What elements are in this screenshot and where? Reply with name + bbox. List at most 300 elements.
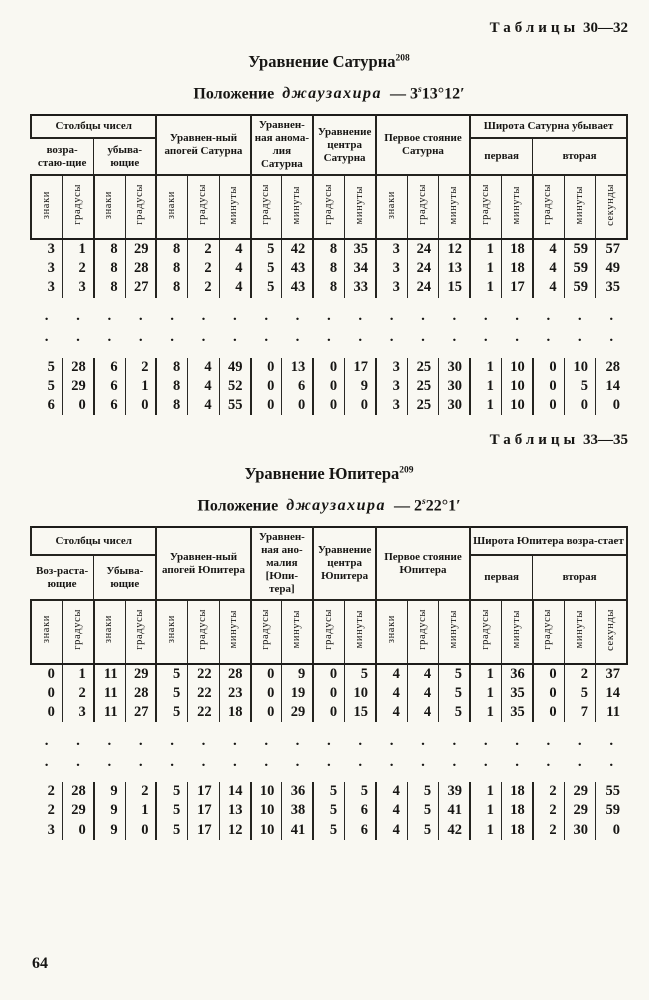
spacer-row	[31, 773, 627, 782]
table-cell: 11	[606, 704, 620, 721]
table-cell: .	[138, 308, 143, 325]
table-cell: .	[44, 308, 49, 325]
column-unit-label: секунды	[595, 600, 627, 664]
table-cell: .	[76, 754, 80, 771]
table-cell: 37	[605, 666, 620, 683]
group-header-row	[31, 527, 627, 555]
table-cell: 35	[501, 684, 532, 703]
table-cell: 6	[282, 377, 313, 396]
table-cell	[407, 298, 438, 307]
table-cell	[564, 349, 595, 358]
column-unit-label: градусы	[251, 600, 282, 664]
table-cell	[501, 773, 532, 782]
table-cell: 13	[219, 801, 250, 820]
table-cell: 29	[62, 801, 93, 820]
spacer-row	[31, 298, 627, 307]
table-cell	[376, 773, 407, 782]
table-cell	[94, 773, 125, 782]
table-cell: 29	[125, 239, 156, 259]
table-cell: .	[170, 733, 174, 750]
columns-group-header: Столбцы чисел	[31, 115, 156, 138]
table-cell: .	[358, 733, 363, 750]
table-cell: 1	[470, 377, 501, 396]
table-cell: 4	[219, 239, 250, 259]
table-cell: .	[358, 308, 363, 325]
table-cell: 1	[62, 239, 93, 259]
title-text: Уравнение Сатурна	[248, 52, 396, 71]
table-cell: .	[483, 754, 488, 771]
table-cell: 30	[439, 358, 470, 377]
table-cell: 13	[439, 259, 470, 278]
position-value: — 2	[394, 497, 422, 515]
table-cell	[251, 722, 282, 731]
table-cell: 55	[219, 396, 250, 415]
table-cell: 5	[156, 801, 187, 820]
table-cell: 0	[251, 684, 282, 703]
table-cell: .	[76, 329, 80, 346]
table-cell: 57	[605, 241, 620, 258]
table-cell: .	[546, 754, 551, 771]
table-cell: 3	[62, 703, 93, 722]
table-cell: 17	[501, 278, 532, 297]
table-cell: 2	[564, 664, 595, 684]
anomaly-group-header: Уравнен-ная анома-лия Сатурна	[251, 115, 314, 175]
table-cell: 1	[470, 396, 501, 415]
table-cell: 0	[313, 664, 344, 684]
table-cell	[282, 722, 313, 731]
table-cell: .	[515, 329, 519, 346]
table-cell: .	[389, 308, 394, 325]
table-cell: .	[107, 329, 112, 346]
table-cell: 5	[156, 664, 187, 684]
station-group-header: Первое стояние Юпитера	[376, 527, 470, 600]
table-cell: 24	[407, 278, 438, 297]
table-cell: 2	[533, 782, 564, 801]
table-cell: 25	[407, 358, 438, 377]
position-value-rest: 22°1′	[425, 497, 461, 515]
table-cell: 25	[407, 396, 438, 415]
table-cell: .	[483, 733, 488, 750]
table-cell: 10	[251, 782, 282, 801]
apogee-group-header: Уравнен-ный апогей Юпитера	[156, 527, 250, 600]
table-cell: 11	[94, 684, 125, 703]
table-cell: 22	[188, 684, 219, 703]
table-cell: 1	[470, 259, 501, 278]
table-cell: 8	[313, 259, 344, 278]
table-cell: .	[421, 329, 425, 346]
table-cell: .	[452, 329, 457, 346]
table-cell: 5	[156, 782, 187, 801]
table-cell: 5	[439, 703, 470, 722]
table-cell: 22	[188, 664, 219, 684]
table-cell: .	[170, 308, 174, 325]
table-cell	[125, 349, 156, 358]
table-cell: 0	[533, 396, 564, 415]
table-cell: .	[577, 733, 582, 750]
table-cell: 3	[31, 239, 62, 259]
latitude-group-header: Широта Юпитера возра-стает	[470, 527, 627, 555]
table-cell: 5	[345, 782, 376, 801]
table-cell: .	[358, 754, 363, 771]
table-cell: 0	[251, 664, 282, 684]
column-unit-label: минуты	[345, 600, 376, 664]
table-cell: .	[546, 329, 551, 346]
table-cell: 5	[564, 377, 595, 396]
dots-row	[31, 307, 627, 328]
table-cell	[376, 349, 407, 358]
saturn-table-body	[31, 239, 627, 415]
table-cell: 17	[188, 821, 219, 840]
table-cell	[595, 722, 627, 731]
table-cell: 4	[407, 664, 438, 684]
table-cell: .	[515, 733, 519, 750]
table-cell: 9	[94, 821, 125, 840]
table-cell: 14	[219, 782, 250, 801]
table-cell: .	[138, 754, 143, 771]
table-cell	[533, 298, 564, 307]
table-row	[31, 782, 627, 801]
table-cell: 5	[251, 278, 282, 297]
table-cell: 27	[125, 703, 156, 722]
apogee-group-header: Уравнен-ный апогей Сатурна	[156, 115, 250, 175]
table-cell	[188, 349, 219, 358]
table-cell	[62, 773, 93, 782]
table-cell: .	[170, 754, 174, 771]
decreasing-subheader: убыва-ющие	[94, 138, 157, 175]
table-cell	[62, 722, 93, 731]
increasing-subheader: возра-стаю-щие	[31, 138, 94, 175]
table-cell: 0	[313, 684, 344, 703]
table-cell: 29	[62, 377, 93, 396]
column-unit-label: минуты	[219, 600, 250, 664]
table-cell	[125, 298, 156, 307]
jupiter-equation-table	[30, 526, 628, 840]
table-cell: .	[609, 754, 614, 771]
table-cell	[156, 349, 187, 358]
table-cell: 5	[251, 259, 282, 278]
table-cell	[564, 773, 595, 782]
table-cell: 28	[125, 684, 156, 703]
table-cell: 18	[501, 239, 532, 259]
column-unit-label: градусы	[470, 600, 501, 664]
unit-header-row	[31, 600, 627, 664]
table-cell	[439, 722, 470, 731]
table-cell: 24	[407, 239, 438, 259]
column-unit-label: градусы	[313, 175, 344, 239]
table-cell: .	[44, 733, 49, 750]
table-cell: 8	[94, 278, 125, 297]
position-term: джаузахира	[282, 85, 382, 103]
table-cell	[188, 298, 219, 307]
table-cell: .	[232, 308, 237, 325]
table-cell: .	[483, 329, 488, 346]
column-unit-label: знаки	[94, 175, 125, 239]
table-cell: .	[483, 308, 488, 325]
latitude-group-header: Широта Сатурна убывает	[470, 115, 627, 138]
table-cell	[94, 298, 125, 307]
footnote-marker: 208	[395, 53, 410, 64]
table-cell	[501, 349, 532, 358]
table-cell: .	[452, 308, 457, 325]
table-cell: 8	[313, 278, 344, 297]
table-row	[31, 684, 627, 703]
table-row	[31, 703, 627, 722]
table-cell: 42	[282, 239, 313, 259]
table-cell	[501, 298, 532, 307]
column-unit-label: градусы	[533, 600, 564, 664]
table-cell: 18	[501, 801, 532, 820]
table-cell: 0	[313, 703, 344, 722]
table-cell	[564, 722, 595, 731]
column-unit-label: минуты	[345, 175, 376, 239]
table-cell: 35	[345, 239, 376, 259]
column-unit-label: градусы	[188, 175, 219, 239]
table-cell: .	[515, 754, 519, 771]
table-cell: 5	[31, 358, 62, 377]
table-cell: .	[201, 733, 206, 750]
table-cell: 1	[470, 703, 501, 722]
table-cell: 0	[251, 703, 282, 722]
dots-row	[31, 752, 627, 773]
table-cell: .	[609, 308, 614, 325]
table-cell: 5	[313, 782, 344, 801]
table-cell: 27	[125, 278, 156, 297]
table-cell: 4	[376, 703, 407, 722]
tables-word: Таблицы	[489, 20, 580, 36]
column-unit-label: градусы	[62, 600, 93, 664]
increasing-subheader: Воз-раста-ющие	[31, 555, 94, 600]
table-cell	[345, 722, 376, 731]
title-text: Уравнение Юпитера	[244, 463, 400, 483]
section-title	[30, 464, 628, 484]
position-label: Положение	[193, 85, 275, 103]
table-cell	[407, 349, 438, 358]
table-cell	[470, 349, 501, 358]
table-cell: 0	[125, 821, 156, 840]
table-cell: 43	[282, 278, 313, 297]
table-cell: .	[107, 733, 112, 750]
table-cell: 14	[605, 377, 620, 394]
table-cell: 17	[188, 801, 219, 820]
table-cell	[251, 349, 282, 358]
saturn-section	[30, 20, 628, 415]
center-group-header: Уравнение центра Сатурна	[313, 115, 376, 175]
table-cell: 0	[251, 396, 282, 415]
table-cell: 4	[533, 239, 564, 259]
table-row	[31, 377, 627, 396]
table-cell	[31, 773, 62, 782]
table-cell: 10	[501, 377, 532, 396]
table-cell: .	[107, 308, 112, 325]
center-group-header: Уравнение центра Юпитера	[313, 527, 376, 600]
table-cell	[188, 773, 219, 782]
table-cell: 34	[345, 259, 376, 278]
table-cell: 6	[94, 358, 125, 377]
table-cell: 10	[564, 358, 595, 377]
column-unit-label: знаки	[31, 600, 62, 664]
table-cell: 0	[313, 377, 344, 396]
table-cell: .	[264, 308, 269, 325]
table-cell: 4	[219, 259, 250, 278]
table-cell: 28	[219, 664, 250, 684]
table-cell: 1	[62, 664, 93, 684]
table-cell: 1	[470, 684, 501, 703]
table-cell	[31, 298, 62, 307]
table-cell: 30	[439, 396, 470, 415]
table-cell	[31, 722, 62, 731]
table-cell: 30	[564, 821, 595, 840]
table-cell: 0	[282, 396, 313, 415]
table-cell: .	[138, 329, 143, 346]
table-cell: 18	[501, 821, 532, 840]
table-cell: 11	[94, 664, 125, 684]
table-cell	[282, 773, 313, 782]
column-unit-label: знаки	[376, 175, 407, 239]
table-cell: .	[232, 754, 237, 771]
column-unit-label: минуты	[282, 175, 313, 239]
table-cell: 28	[62, 358, 93, 377]
table-cell: 8	[313, 239, 344, 259]
table-cell: .	[76, 308, 80, 325]
table-cell: 4	[188, 377, 219, 396]
table-cell: 22	[188, 703, 219, 722]
table-cell: 42	[439, 821, 470, 840]
table-cell: 43	[282, 259, 313, 278]
table-cell: 10	[251, 801, 282, 820]
table-cell: 59	[564, 239, 595, 259]
table-cell	[407, 722, 438, 731]
table-cell	[345, 349, 376, 358]
column-unit-label: минуты	[439, 175, 470, 239]
table-cell: 4	[188, 358, 219, 377]
table-cell: 0	[62, 396, 93, 415]
latitude-second-subheader: вторая	[533, 555, 627, 600]
table-cell: 3	[31, 278, 62, 297]
table-cell: 3	[31, 259, 62, 278]
tables-range-label	[30, 20, 628, 37]
table-cell: 7	[564, 703, 595, 722]
table-cell: 5	[439, 684, 470, 703]
position-line	[30, 497, 628, 515]
table-cell: 2	[533, 821, 564, 840]
table-cell: 5	[407, 801, 438, 820]
table-cell: 4	[407, 684, 438, 703]
table-cell: 5	[251, 239, 282, 259]
table-cell: 8	[156, 259, 187, 278]
table-cell: 9	[94, 801, 125, 820]
table-cell: .	[295, 329, 300, 346]
table-cell: 8	[94, 259, 125, 278]
table-cell: 0	[251, 377, 282, 396]
table-cell: 29	[125, 664, 156, 684]
group-header-row	[31, 115, 627, 138]
table-cell: 15	[439, 278, 470, 297]
table-row	[31, 278, 627, 297]
table-cell: .	[389, 733, 394, 750]
table-cell: .	[546, 308, 551, 325]
table-cell: 2	[188, 239, 219, 259]
jupiter-table-body	[31, 664, 627, 840]
table-cell: 33	[345, 278, 376, 297]
unit-header-row	[31, 175, 627, 239]
table-cell	[595, 349, 627, 358]
table-cell: .	[138, 733, 143, 750]
column-unit-label: градусы	[188, 600, 219, 664]
table-cell: 1	[470, 801, 501, 820]
table-cell	[156, 773, 187, 782]
anomaly-group-header: Уравнен-ная ано-малия [Юпи-тера]	[251, 527, 314, 600]
table-cell: .	[327, 733, 331, 750]
table-cell: 3	[376, 396, 407, 415]
table-cell: 59	[605, 802, 620, 819]
table-cell	[219, 773, 250, 782]
table-cell: 0	[533, 684, 564, 703]
table-cell: .	[295, 308, 300, 325]
column-unit-label: градусы	[251, 175, 282, 239]
column-unit-label: градусы	[313, 600, 344, 664]
table-cell: 0	[345, 396, 376, 415]
table-cell: 0	[31, 684, 62, 703]
table-cell: .	[44, 754, 49, 771]
table-cell	[376, 298, 407, 307]
table-cell: 0	[313, 396, 344, 415]
column-unit-label: минуты	[219, 175, 250, 239]
table-cell: 18	[501, 259, 532, 278]
table-cell: 2	[62, 684, 93, 703]
table-cell	[439, 349, 470, 358]
column-unit-label: градусы	[470, 175, 501, 239]
position-value-sup: s	[422, 496, 426, 507]
table-cell: 0	[533, 664, 564, 684]
column-unit-label: знаки	[156, 175, 187, 239]
table-cell: 9	[94, 782, 125, 801]
table-cell	[219, 298, 250, 307]
table-cell: .	[76, 733, 80, 750]
table-cell: .	[358, 329, 363, 346]
table-cell: 4	[533, 278, 564, 297]
table-cell: 0	[533, 377, 564, 396]
station-group-header: Первое стояние Сатурна	[376, 115, 470, 175]
table-cell	[31, 349, 62, 358]
table-cell	[188, 722, 219, 731]
table-cell: 4	[407, 703, 438, 722]
table-cell: 29	[564, 801, 595, 820]
table-cell: 0	[564, 396, 595, 415]
dots-row	[31, 328, 627, 349]
table-cell: 41	[439, 801, 470, 820]
table-cell: .	[201, 308, 206, 325]
table-cell: 0	[125, 396, 156, 415]
table-cell	[125, 773, 156, 782]
column-unit-label: минуты	[501, 175, 532, 239]
table-cell: 8	[156, 396, 187, 415]
table-cell: 5	[407, 782, 438, 801]
table-cell: 6	[345, 821, 376, 840]
table-cell: .	[421, 754, 425, 771]
column-unit-label: градусы	[62, 175, 93, 239]
saturn-equation-table	[30, 114, 628, 415]
table-cell	[251, 773, 282, 782]
table-cell: 14	[605, 685, 620, 702]
table-cell	[345, 773, 376, 782]
table-cell: 2	[125, 358, 156, 377]
table-cell: 9	[282, 664, 313, 684]
tables-word: Таблицы	[489, 431, 580, 448]
column-unit-label: минуты	[282, 600, 313, 664]
column-unit-label: градусы	[125, 600, 156, 664]
table-cell	[313, 773, 344, 782]
table-cell: 49	[219, 358, 250, 377]
